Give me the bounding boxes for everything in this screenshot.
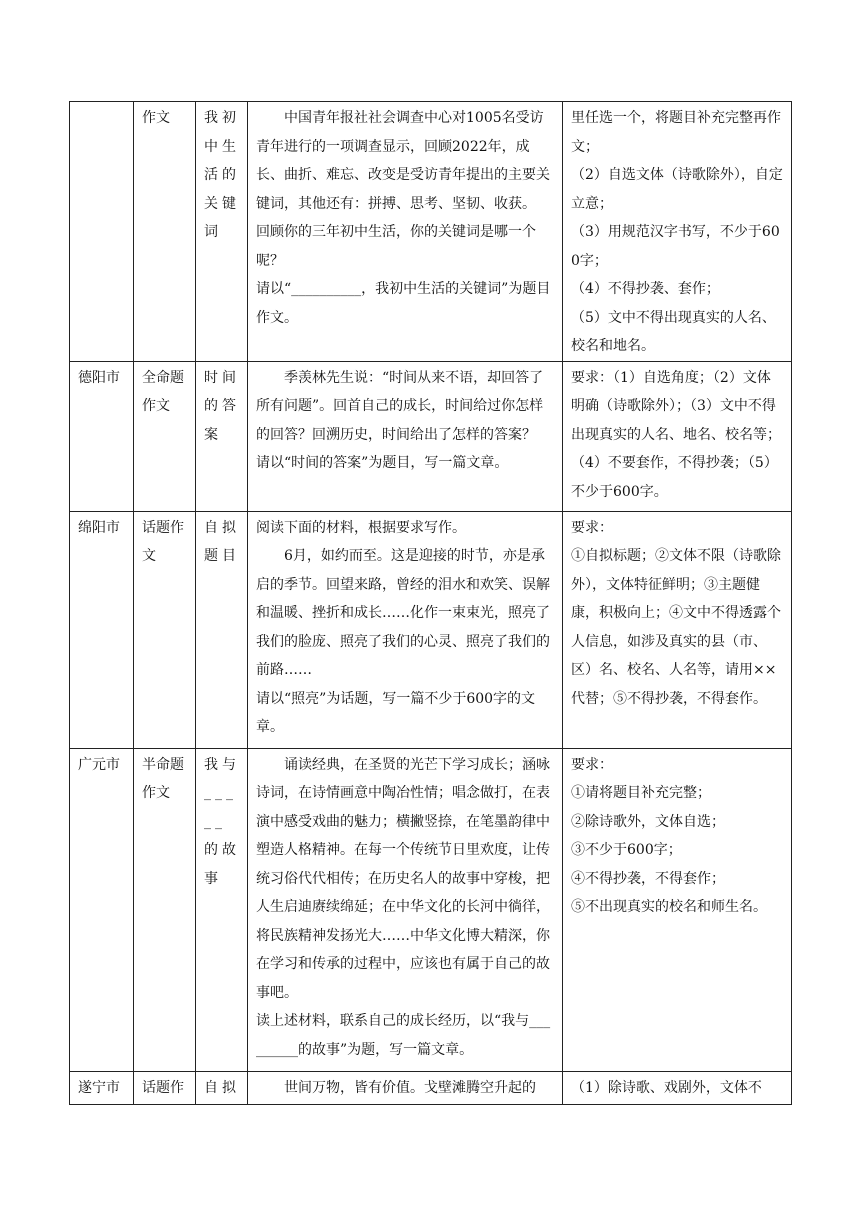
- material-cell: [248, 1071, 563, 1104]
- type-cell: 话题作文: [134, 511, 196, 748]
- city-cell: 德阳市: [70, 361, 134, 511]
- requirement-line: （4）不得抄袭、套作；: [571, 281, 720, 297]
- requirements-cell: [563, 102, 792, 362]
- requirement-line: （1）除诗歌、戏剧外，文体不: [571, 1079, 762, 1096]
- requirement-line: （3）用规范汉字书写，不少于600字；: [571, 224, 780, 269]
- requirement-line: 要求：（1）自选角度；（2）文体明确（诗歌除外）；（3）文中不得出现真实的人名、地名、校名等；（4）不要套作，不得抄袭；（5）不少于600字。: [571, 369, 781, 500]
- requirement-line: ③不少于600字；: [571, 842, 682, 858]
- requirements-cell: [563, 511, 792, 748]
- material-cell: [248, 102, 563, 362]
- requirement-line: 里任选一个，将题目补充完整再作文；: [571, 110, 781, 155]
- city-cell: 广元市: [70, 748, 134, 1071]
- material-paragraph: 读上述材料，联系自己的成长经历，以“我与_________的故事”为题，写一篇文章。: [256, 1013, 551, 1058]
- requirement-line: ⑤不出现真实的校名和师生名。: [571, 899, 767, 915]
- material-paragraph: 阅读下面的材料，根据要求写作。: [256, 519, 466, 536]
- requirements-cell: [563, 361, 792, 511]
- topic-cell: 自拟题目: [196, 511, 248, 748]
- material-paragraph: 请以“__________，我初中生活的关键词”为题目作文。: [256, 281, 551, 326]
- requirement-line: 要求：: [571, 519, 613, 536]
- material-paragraph: 中国青年报社社会调查中心对1005名受访青年进行的一项调查显示，回顾2022年，成长、曲折、难忘、改变是受访青年提出的主要关键词，其他还有：拼搏、思考、坚韧、收获。: [256, 110, 550, 212]
- material-paragraph: 季羡林先生说：“时间从来不语，却回答了所有问题”。回首自己的成长，时间给过你怎样的回答？回溯历史，时间给出了怎样的答案？: [256, 369, 544, 443]
- material-cell: [248, 511, 563, 748]
- table-row: [70, 511, 792, 748]
- requirement-line: ④不得抄袭，不得套作；: [571, 870, 725, 887]
- type-cell: 半命题作文: [134, 748, 196, 1071]
- requirement-line: （2）自选文体（诗歌除外），自定立意；: [571, 167, 783, 212]
- city-cell: 遂宁市: [70, 1071, 134, 1104]
- topic-cell: 自拟: [196, 1071, 248, 1104]
- table-row: [70, 102, 792, 362]
- requirements-cell: [563, 748, 792, 1071]
- material-paragraph: 诵读经典，在圣贤的光芒下学习成长；涵咏诗词，在诗情画意中陶冶性情；唱念做打，在表演中感受戏曲的魅力；横撇竖捺，在笔墨韵律中塑造人格精神。在每一个传统节日里欢度，让传统习俗代代相传；在历史名人的故事中穿梭，把人生启迪赓续绵延；在中华文化的长河中徜徉，将民族精神发扬光大……中华文化博大精深，你在学习和传承的过程中，应该也有属于自己的故事吧。: [256, 756, 550, 1001]
- topic-cell: 时间的答案: [196, 361, 248, 511]
- requirement-line: 要求：: [571, 756, 613, 773]
- material-paragraph: 6月，如约而至。这是迎接的时节，亦是承启的季节。回望来路，曾经的泪水和欢笑、误解和温暖、挫折和成长……化作一束束光，照亮了我们的脸庞、照亮了我们的心灵、照亮了我们的前路……: [256, 548, 550, 678]
- topic-cell: 我初中生活的关键词: [196, 102, 248, 362]
- type-cell: 全命题作文: [134, 361, 196, 511]
- material-paragraph: 请以“照亮”为话题，写一篇不少于600字的文章。: [256, 690, 536, 735]
- type-cell: 话题作: [134, 1071, 196, 1104]
- material-paragraph: 请以“时间的答案”为题目，写一篇文章。: [256, 455, 509, 471]
- requirements-cell: [563, 1071, 792, 1104]
- topic-cell: 我与_____的故事: [196, 748, 248, 1071]
- requirement-line: （5）文中不得出现真实的人名、校名和地名。: [571, 309, 776, 354]
- material-cell: [248, 748, 563, 1071]
- type-cell: 作文: [134, 102, 196, 362]
- requirement-line: ①自拟标题；②文体不限（诗歌除外），文体特征鲜明；③主题健康，积极向上；④文中不得透露个人信息，如涉及真实的县（市、区）名、校名、人名等，请用××代替；⑤不得抄袭，不得套作。: [571, 548, 781, 707]
- material-paragraph: 世间万物，皆有价值。戈壁滩腾空升起的: [284, 1079, 536, 1096]
- city-cell: [70, 102, 134, 362]
- table-row: [70, 361, 792, 511]
- table-row: [70, 748, 792, 1071]
- requirement-line: ②除诗歌外，文体自选；: [571, 813, 725, 830]
- table-row: [70, 1071, 792, 1104]
- composition-table: [69, 101, 792, 1105]
- material-cell: [248, 361, 563, 511]
- material-paragraph: 回顾你的三年初中生活，你的关键词是哪一个呢？: [256, 224, 536, 269]
- city-cell: 绵阳市: [70, 511, 134, 748]
- requirement-line: ①请将题目补充完整；: [571, 785, 711, 801]
